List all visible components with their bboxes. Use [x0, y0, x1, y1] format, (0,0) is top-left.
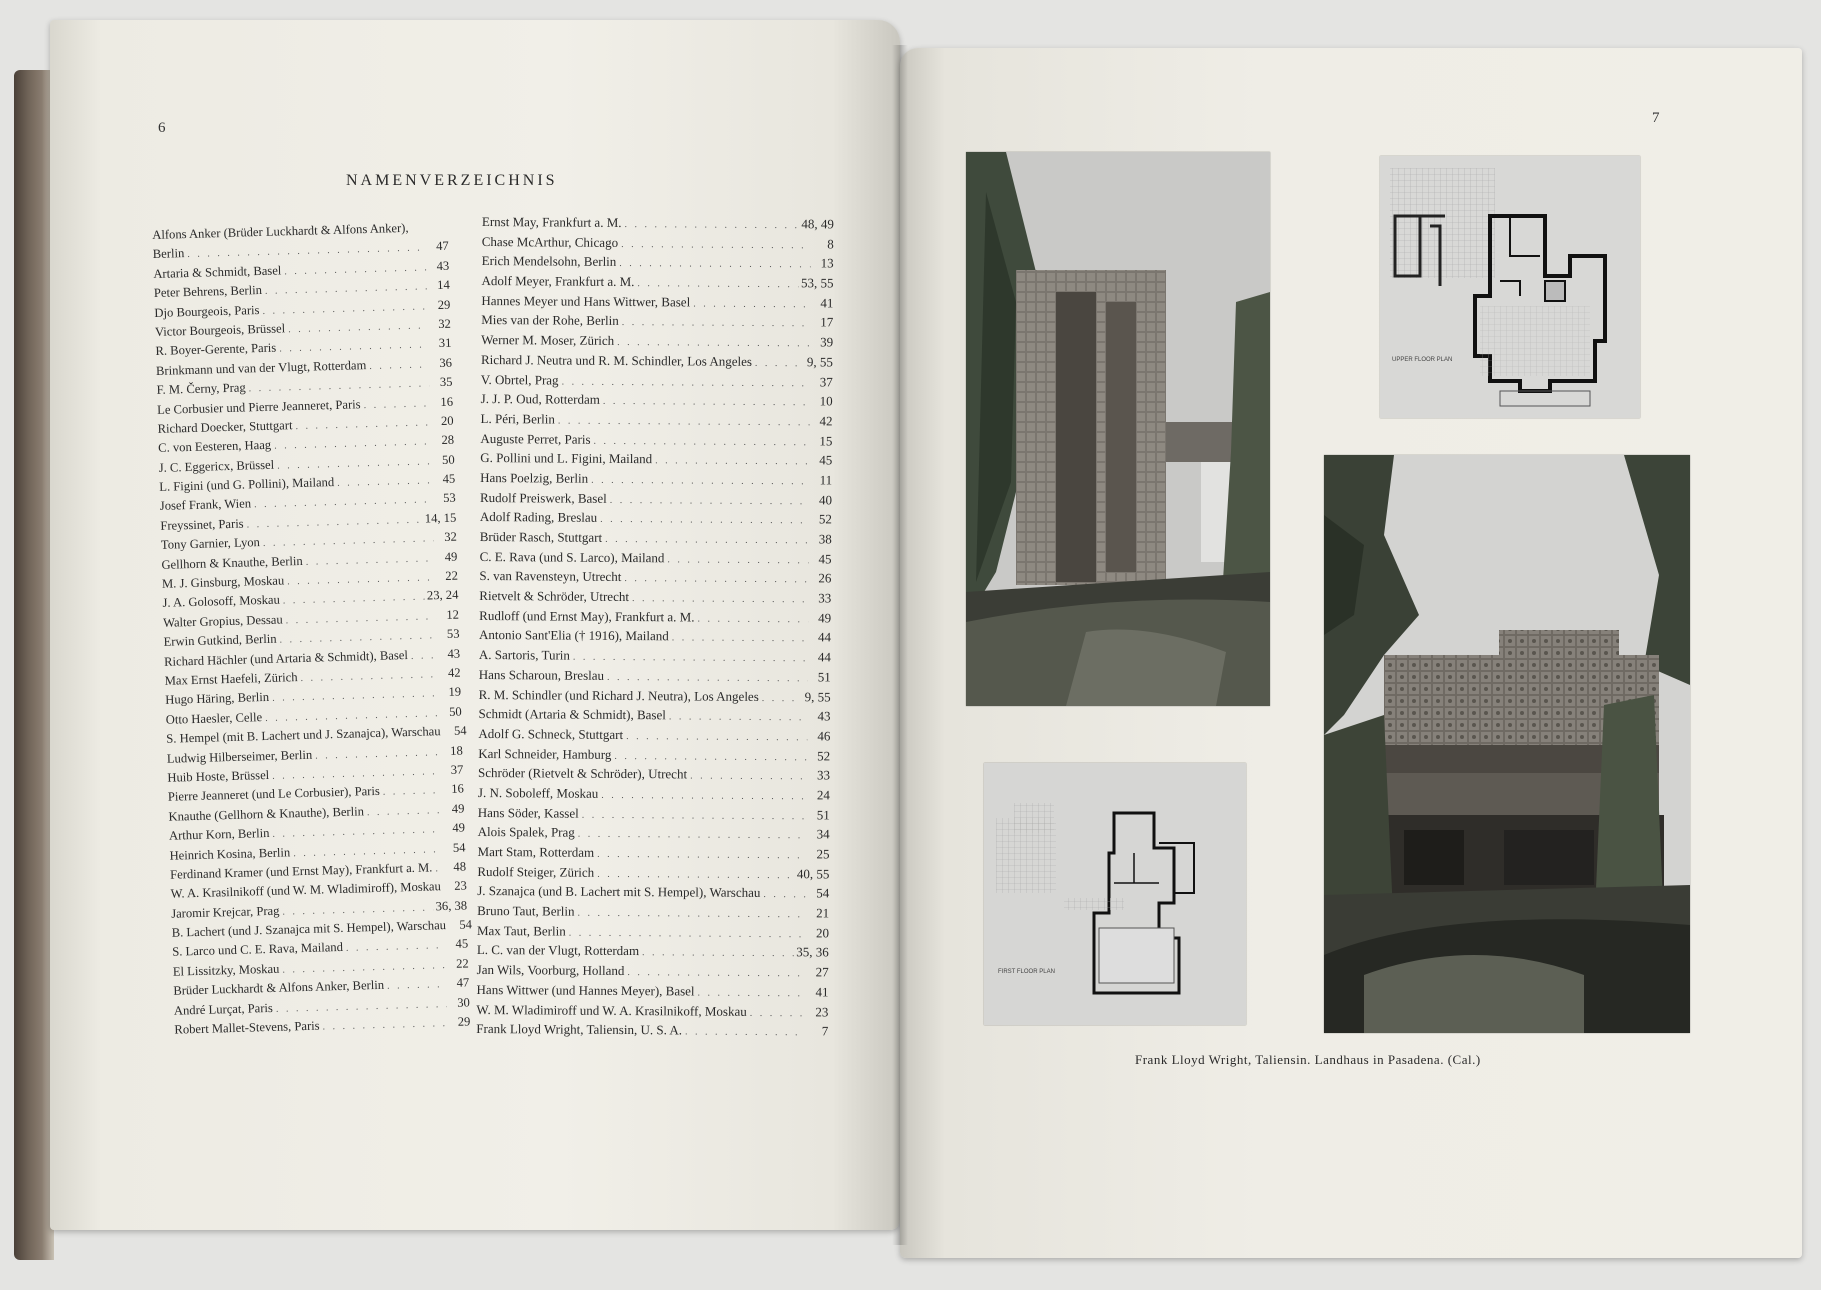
index-entry	[479, 606, 831, 628]
index-entry	[482, 232, 834, 254]
index-leader-dots	[622, 313, 811, 334]
index-entry-page: 12	[446, 607, 460, 622]
index-entry-page: 23	[454, 878, 468, 894]
index-leader-dots	[603, 392, 810, 413]
index-entry-name: R. Boyer-Gerente, Paris	[155, 340, 277, 359]
index-entry	[481, 369, 833, 391]
index-entry-name: G. Pollini und L. Figini, Mailand	[480, 450, 653, 467]
index-entry	[481, 271, 833, 293]
index-entry	[482, 212, 834, 234]
index-entry-page: 43	[817, 708, 831, 724]
index-entry-name: Hugo Häring, Berlin	[165, 690, 270, 708]
index-entry-page: 28	[441, 432, 455, 448]
index-entry-name: Knauthe (Gellhorn & Knauthe), Berlin	[168, 804, 365, 824]
index-entry-name: Bruno Taut, Berlin	[477, 903, 575, 919]
index-entry-name: Josef Frank, Wien	[159, 496, 252, 514]
index-entry	[480, 468, 832, 490]
index-entry-name: Berlin	[152, 246, 185, 262]
index-entry	[477, 940, 829, 962]
index-entry-page: 11	[819, 472, 833, 488]
index-leader-dots	[693, 294, 810, 315]
index-entry-name: Brüder Luckhardt & Alfons Anker, Berlin	[173, 978, 385, 998]
index-entry-page: 33	[818, 590, 832, 606]
index-entry-name: Erwin Gutkind, Berlin	[163, 631, 277, 650]
index-entry-page: 45	[442, 471, 456, 487]
index-entry-name: Erich Mendelsohn, Berlin	[481, 253, 617, 270]
index-entry-name: Walter Gropius, Dessau	[162, 612, 283, 630]
index-leader-dots	[619, 254, 810, 275]
index-column-2	[476, 212, 834, 1041]
index-entry-page: 31	[438, 336, 452, 351]
index-leader-dots	[578, 825, 807, 846]
index-entry	[482, 251, 834, 273]
house-side-illustration	[966, 152, 1270, 706]
index-entry-page: 47	[456, 975, 470, 991]
index-entry-name: J. A. Golosoff, Moskau	[162, 593, 281, 611]
index-entry-name: R. M. Schindler (und Richard J. Neutra), Los Angeles	[478, 686, 759, 704]
index-leader-dots	[697, 609, 808, 629]
index-entry-page: 32	[444, 529, 457, 545]
index-entry-page: 39	[820, 334, 834, 350]
index-entry-page: 50	[441, 452, 455, 467]
index-entry-name: Adolf G. Schneck, Stuttgart	[478, 725, 624, 742]
index-entry-page: 42	[819, 413, 833, 429]
index-entry-name: Schmidt (Artaria & Schmidt), Basel	[478, 706, 666, 723]
index-entry-name: J. C. Eggericx, Brüssel	[158, 457, 275, 475]
index-entry	[481, 350, 833, 372]
index-entry-name: W. M. Wladimiroff und W. A. Krasilnikoff, Moskau	[476, 1001, 747, 1019]
index-entry-page: 34	[816, 826, 830, 842]
index-entry-name: L. C. van der Vlugt, Rotterdam	[476, 942, 640, 959]
index-leader-dots	[443, 723, 444, 742]
index-entry	[479, 586, 831, 608]
index-entry-name: V. Obrtel, Prag	[480, 371, 559, 388]
index-entry-page: 35	[439, 374, 453, 390]
index-entry-name: S. van Ravensteyn, Utrecht	[479, 568, 622, 585]
index-entry-page: 54	[459, 917, 473, 932]
index-leader-dots	[449, 917, 450, 936]
index-entry-name: J. Szanajca (und B. Lachert mit S. Hempel), Warschau	[477, 883, 761, 901]
index-leader-dots	[367, 801, 442, 822]
index-entry-page: 21	[816, 905, 830, 921]
index-entry-name: Max Ernst Haefeli, Zürich	[164, 670, 298, 688]
index-entry-page: 29	[457, 1014, 471, 1029]
index-entry	[480, 507, 832, 529]
index-leader-dots	[690, 767, 807, 788]
plan-ground-label: FIRST FLOOR PLAN	[998, 969, 1055, 975]
index-entry-page: 8	[827, 236, 834, 252]
plan-first-floor	[984, 763, 1246, 1025]
index-entry-name: Schröder (Rietvelt & Schröder), Utrecht	[478, 765, 688, 782]
upper-floor-plan-drawing	[1380, 156, 1640, 418]
index-leader-dots	[672, 629, 808, 650]
index-entry-page: 32	[438, 316, 452, 331]
index-leader-dots	[626, 727, 807, 748]
index-entry-name: Max Taut, Berlin	[476, 922, 566, 939]
index-entry-name: Hannes Meyer und Hans Wittwer, Basel	[481, 292, 691, 310]
index-entry-page: 43	[447, 646, 461, 661]
index-entry-page: 41	[815, 984, 829, 1000]
index-entry	[476, 999, 828, 1021]
index-entry-name: B. Lachert (und J. Szanajca mit S. Hempel), Warschau	[171, 918, 447, 940]
index-entry-page: 25	[816, 846, 830, 862]
index-entry	[477, 862, 829, 884]
index-entry-page: 17	[820, 314, 834, 330]
index-entry-name: Brüder Rasch, Stuttgart	[479, 528, 603, 545]
index-entry-page: 43	[436, 258, 450, 273]
index-entry-page: 50	[448, 704, 462, 719]
index-entry-page: 52	[818, 511, 832, 527]
index-entry	[477, 842, 829, 864]
index-entry	[478, 763, 830, 785]
index-entry-name: Ernst May, Frankfurt a. M.	[481, 213, 622, 230]
index-leader-dots	[337, 471, 433, 493]
index-entry-page: 37	[450, 762, 464, 777]
index-entry	[477, 881, 829, 903]
index-entry-name: Brinkmann und van der Vlugt, Rotterdam	[155, 357, 367, 378]
index-entry-page: 53	[442, 491, 456, 506]
index-entry-name: Karl Schneider, Hamburg	[478, 745, 612, 762]
plan-upper-floor	[1380, 156, 1640, 418]
photo-house-front-view	[1324, 455, 1690, 1033]
index-entry-name: Arthur Korn, Berlin	[168, 826, 270, 843]
index-entry-name: Antonio Sant'Elia († 1916), Mailand	[478, 627, 669, 644]
index-entry-name: W. A. Krasilnikoff (und W. M. Wladimiroff), Moskau	[170, 879, 442, 902]
index-entry	[480, 409, 832, 431]
index-entry-page: 18	[449, 743, 463, 758]
index-entry-name: Artaria & Schmidt, Basel	[153, 263, 282, 281]
book-gutter	[892, 45, 908, 1245]
index-entry-page: 49	[452, 820, 466, 835]
index-entry-page: 44	[817, 649, 831, 665]
page-number-right: 7	[1652, 110, 1660, 126]
index-entry	[477, 901, 829, 923]
index-leader-dots	[591, 471, 809, 492]
index-entry-name: Alois Spalek, Prag	[477, 824, 575, 840]
index-entry-page: 53	[446, 626, 460, 642]
index-entry-page: 40, 55	[796, 865, 830, 882]
index-leader-dots	[762, 688, 802, 708]
index-entry-page: 51	[817, 669, 831, 685]
index-entry-name: Adolf Meyer, Frankfurt a. M.	[481, 273, 635, 290]
index-entry-page: 33	[817, 767, 831, 783]
index-entry-name: Werner M. Moser, Zürich	[481, 332, 615, 349]
photo-house-side-view	[966, 152, 1270, 706]
index-entry-page: 37	[819, 373, 833, 389]
index-leader-dots	[667, 550, 808, 571]
index-entry	[477, 921, 829, 943]
index-entry-page: 45	[455, 936, 469, 952]
index-leader-dots	[669, 708, 808, 729]
index-leader-dots	[363, 394, 430, 415]
index-entry-page: 26	[818, 570, 832, 586]
plan-upper-label: UPPER FLOOR PLAN	[1392, 357, 1453, 363]
index-leader-dots	[383, 781, 442, 802]
index-entry	[477, 960, 829, 982]
index-leader-dots	[624, 215, 798, 236]
index-entry	[481, 389, 833, 411]
index-leader-dots	[763, 885, 806, 905]
index-entry-name: Jaromir Krejcar, Prag	[171, 903, 280, 921]
index-entry-name: Chase McArthur, Chicago	[481, 233, 619, 250]
index-entry-page: 7	[821, 1023, 829, 1039]
index-entry-page: 54	[816, 885, 830, 901]
index-entry-page: 23	[815, 1003, 829, 1019]
index-entry-page: 41	[820, 295, 834, 311]
index-entry-page: 14	[436, 277, 450, 293]
index-entry-page: 48, 49	[801, 216, 834, 232]
index-entry-page: 22	[445, 568, 459, 583]
index-entry-page: 52	[817, 747, 831, 764]
page-number-left: 6	[158, 120, 166, 136]
index-entry-page: 49	[451, 801, 465, 816]
index-leader-dots	[601, 786, 807, 807]
index-entry-name: Hans Scharoun, Breslau	[478, 666, 605, 683]
index-entry-name: André Lurçat, Paris	[173, 1000, 274, 1018]
index-entry-page: 19	[448, 684, 462, 700]
index-entry-page: 36, 38	[435, 898, 468, 914]
index-entry-page: 24	[816, 787, 830, 803]
index-entry-name: L. Péri, Berlin	[480, 410, 556, 427]
index-entry	[479, 665, 831, 687]
index-leader-dots	[558, 411, 810, 432]
index-entry-page: 27	[815, 964, 829, 980]
index-entry-name: Victor Bourgeois, Brüssel	[154, 321, 286, 339]
index-leader-dots	[600, 510, 809, 531]
index-entry	[478, 744, 830, 766]
index-entry-page: 15	[819, 432, 833, 449]
index-entry-page: 47	[435, 239, 449, 254]
index-entry-name: Frank Lloyd Wright, Taliensin, U. S. A.	[476, 1021, 683, 1038]
index-entry-name: Richard J. Neutra und R. M. Schindler, Los Angeles	[480, 351, 753, 369]
index-entry	[479, 645, 831, 667]
index-entry	[481, 310, 833, 332]
index-entry-page: 35, 36	[796, 944, 829, 960]
index-entry-page: 29	[437, 297, 451, 312]
index-entry-name: F. M. Černy, Prag	[156, 380, 246, 398]
index-entry-name: Hans Poelzig, Berlin	[480, 469, 589, 486]
index-entry-name: L. Figini (und G. Pollini), Mailand	[159, 475, 335, 494]
index-entry-name: Mies van der Rohe, Berlin	[481, 312, 619, 329]
index-entry-page: 45	[818, 551, 832, 567]
index-leader-dots	[685, 1023, 805, 1044]
index-entry-page: 13	[820, 255, 834, 271]
index-entry-name: Le Corbusier und Pierre Jeanneret, Paris	[156, 396, 361, 417]
index-entry-name: Ferdinand Kramer (und Ernst May), Frankfurt a. M.	[169, 860, 433, 882]
index-entry-name: Heinrich Kosina, Berlin	[169, 844, 291, 863]
index-entry-page: 22	[455, 956, 469, 971]
index-entry-name: Mart Stam, Rotterdam	[477, 843, 595, 860]
index-leader-dots	[387, 975, 447, 996]
index-entry-name: Pierre Jeanneret (und Le Corbusier), Paris	[167, 784, 381, 805]
index-entry-page: 16	[451, 781, 465, 797]
index-entry	[478, 822, 830, 844]
index-entry	[478, 704, 830, 726]
index-entry-page: 45	[819, 452, 833, 468]
index-entry-page: 23, 24	[426, 588, 459, 603]
index-entry	[480, 527, 832, 549]
index-entry-page: 44	[817, 629, 832, 645]
index-entry-page: 10	[819, 393, 833, 409]
index-entry	[478, 783, 830, 805]
index-entry-name: Huib Hoste, Brüssel	[167, 767, 270, 785]
index-entry-name: Tony Garnier, Lyon	[160, 535, 261, 553]
index-entry-name: Gellhorn & Knauthe, Berlin	[161, 553, 303, 572]
index-entry	[479, 566, 831, 588]
index-entry-page: 40	[818, 491, 833, 508]
index-entry-name: M. J. Ginsburg, Moskau	[161, 573, 285, 591]
index-leader-dots	[624, 569, 808, 590]
index-leader-dots	[573, 648, 808, 669]
index-entry-page: 20	[815, 925, 830, 941]
index-entry-name: Jan Wils, Voorburg, Holland	[476, 962, 625, 979]
index-entry	[480, 448, 832, 470]
index-entry-page: 20	[440, 413, 454, 428]
index-leader-dots	[444, 878, 445, 897]
index-entry-page: 38	[818, 531, 832, 547]
index-leader-dots	[435, 859, 443, 879]
index-entry	[480, 547, 832, 569]
index-entry	[479, 684, 831, 706]
index-entry-name: Rudolf Preiswerk, Basel	[479, 489, 607, 506]
index-entry	[480, 488, 832, 510]
index-column-1	[152, 218, 471, 1040]
index-entry-name: J. J. P. Oud, Rotterdam	[480, 391, 600, 408]
index-entry-name: C. von Eesteren, Haag	[158, 438, 272, 456]
index-entry-page: 48	[453, 859, 467, 874]
index-entry-name: S. Hempel (mit B. Lachert und J. Szanajca), Warschau	[166, 724, 441, 746]
index-entry-page: 49	[444, 549, 458, 564]
index-entry-name: A. Sartoris, Turin	[478, 647, 570, 663]
index-leader-dots	[411, 646, 438, 666]
index-entry-page: 9, 55	[804, 688, 831, 704]
index-entry-name: El Lissitzky, Moskau	[172, 961, 280, 979]
index-entry-name: Ludwig Hilberseimer, Berlin	[166, 747, 313, 766]
index-entry-name: Hans Wittwer (und Hannes Meyer), Basel	[476, 981, 695, 999]
index-entry-name: Alfons Anker (Brüder Luckhardt & Alfons Anker),	[152, 220, 409, 242]
book-spine	[14, 70, 54, 1260]
index-entry-page: 42	[447, 665, 461, 680]
index-entry-name: Rudolf Steiger, Zürich	[477, 863, 595, 880]
index-entry	[478, 724, 830, 746]
index-entry-name: Richard Doecker, Stuttgart	[157, 418, 293, 436]
first-floor-plan-drawing	[984, 763, 1246, 1025]
index-entry-page: 53, 55	[800, 275, 834, 291]
index-entry	[481, 291, 833, 313]
index-entry-name: Hans Söder, Kassel	[477, 804, 579, 821]
index-entry-name: Otto Haesler, Celle	[165, 709, 263, 727]
index-entry-name: Auguste Perret, Paris	[480, 430, 591, 447]
index-title: NAMENVERZEICHNIS	[346, 172, 558, 189]
index-entry-name: C. E. Rava (und S. Larco), Mailand	[479, 548, 665, 565]
index-leader-dots	[750, 1003, 806, 1023]
index-entry-page: 49	[818, 610, 832, 626]
index-entry-page: 36	[439, 355, 453, 370]
index-leader-dots	[621, 235, 811, 256]
photo-caption: Frank Lloyd Wright, Taliensin. Landhaus in Pasadena. (Cal.)	[1135, 1052, 1481, 1067]
index-entry-page: 54	[452, 839, 466, 855]
index-entry-page: 46	[817, 728, 831, 744]
index-entry-name: Rudloff (und Ernst May), Frankfurt a. M.	[479, 607, 695, 625]
index-leader-dots	[642, 944, 793, 965]
index-leader-dots	[655, 451, 809, 472]
index-entry-name: Djo Bourgeois, Paris	[154, 302, 260, 320]
index-leader-dots	[577, 904, 806, 925]
index-entry-name: J. N. Soboleff, Moskau	[477, 784, 599, 801]
index-entry	[477, 980, 829, 1002]
index-entry	[476, 1019, 828, 1041]
index-entry-page: 51	[816, 806, 830, 823]
index-entry-name: S. Larco und C. E. Rava, Mailand	[172, 940, 344, 960]
index-leader-dots	[582, 805, 807, 826]
index-leader-dots	[755, 354, 804, 374]
index-entry	[481, 330, 833, 352]
index-entry-name: Richard Hächler (und Artaria & Schmidt), Basel	[163, 647, 409, 669]
index-entry-name: Peter Behrens, Berlin	[153, 283, 263, 301]
index-entry-page: 16	[440, 394, 454, 409]
index-leader-dots	[322, 1014, 447, 1037]
house-front-illustration	[1324, 455, 1690, 1033]
index-entry-name: Rietvelt & Schröder, Utrecht	[479, 588, 630, 605]
index-entry-page: 54	[453, 723, 467, 738]
index-entry	[480, 429, 832, 451]
index-entry-name: Robert Mallet-Stevens, Paris	[174, 1018, 320, 1037]
index-entry	[478, 803, 830, 825]
index-leader-dots	[369, 355, 429, 376]
index-entry-name: Adolf Rading, Breslau	[479, 509, 598, 526]
index-leader-dots	[610, 491, 809, 512]
index-entry	[479, 625, 831, 647]
index-leader-dots	[597, 845, 807, 866]
index-entry-page: 30	[457, 995, 470, 1010]
index-entry-page: 9, 55	[806, 354, 834, 370]
index-entry-page: 14, 15	[424, 510, 457, 526]
index-entry-name: Freyssinet, Paris	[160, 516, 244, 533]
